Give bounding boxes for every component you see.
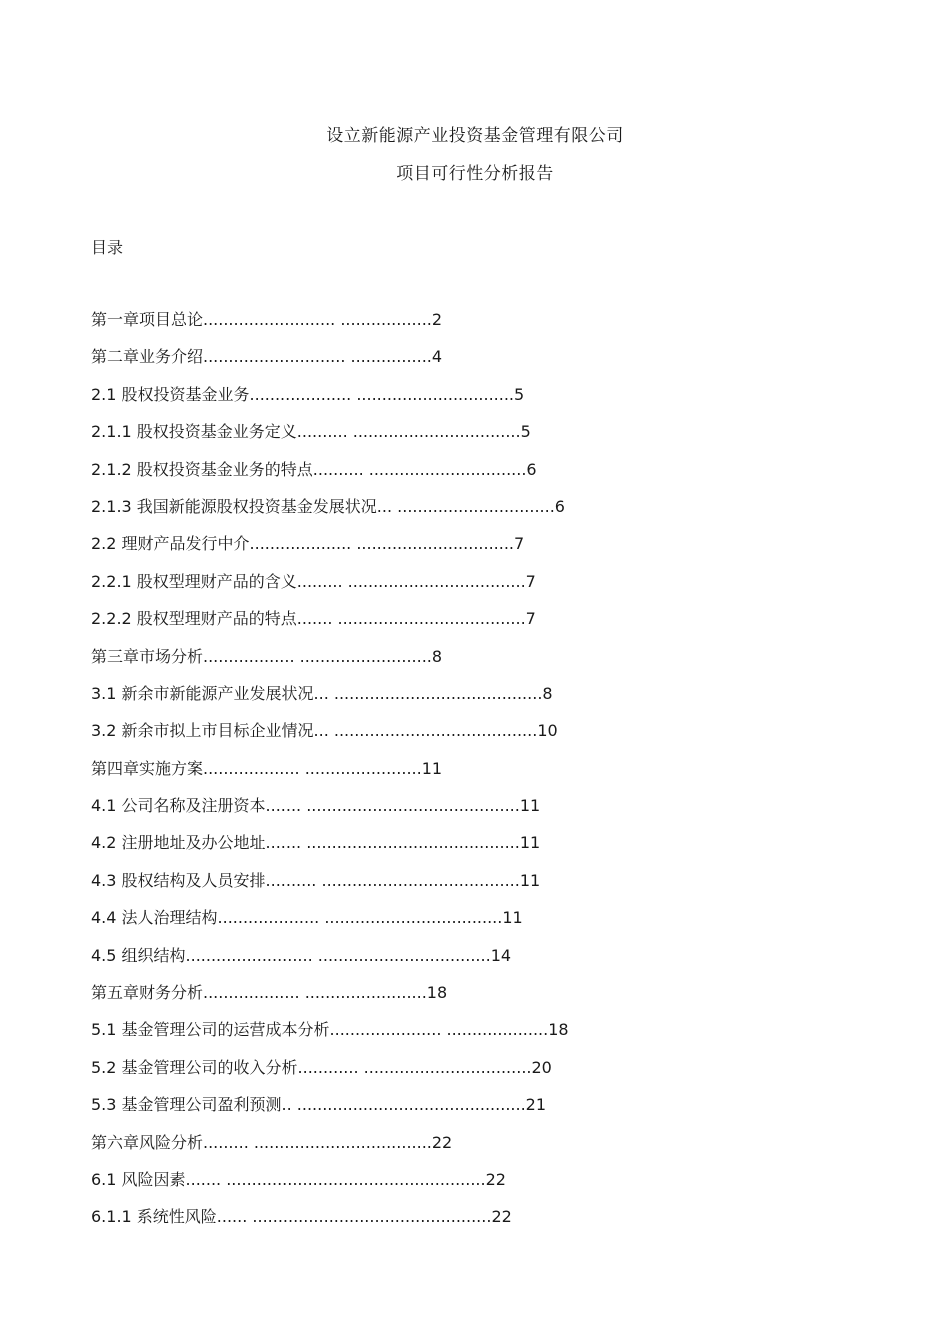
toc-entry[interactable]: 2.1.3 我国新能源股权投资基金发展状况... ...............................6 xyxy=(91,496,565,516)
toc-entry[interactable]: 第一章项目总论.......................... ..................2 xyxy=(91,310,443,329)
toc-entry[interactable]: 第五章财务分析................... ........................18 xyxy=(91,983,448,1003)
toc-entry[interactable]: 4.5 组织结构......................... ..................................14 xyxy=(91,945,512,965)
toc-entry[interactable]: 2.1 股权投资基金业务.................... ...............................5 xyxy=(91,384,525,404)
toc-entry[interactable]: 4.4 法人治理结构.................... ...................................11 xyxy=(91,908,523,928)
toc-entry[interactable]: 6.1.1 系统性风险...... ...............................................22 xyxy=(91,1207,512,1227)
toc-entry[interactable]: 2.1.2 股权投资基金业务的特点.......... ...............................6 xyxy=(91,459,537,479)
document-title: 设立新能源产业投资基金管理有限公司 xyxy=(326,126,624,146)
toc-entry[interactable]: 第三章市场分析.................. ..........................8 xyxy=(91,646,443,666)
toc-entry[interactable]: 4.2 注册地址及办公地址....... ..........................................11 xyxy=(91,833,541,853)
toc-entry[interactable]: 3.1 新余市新能源产业发展状况... .........................................8 xyxy=(91,683,553,703)
toc-entry[interactable]: 4.1 公司名称及注册资本....... ..........................................11 xyxy=(91,796,541,816)
toc-entry[interactable]: 5.3 基金管理公司盈利预测.. .............................................21 xyxy=(91,1095,547,1115)
toc-entry[interactable]: 6.1 风险因素....... ...................................................22 xyxy=(91,1169,506,1189)
toc-entry[interactable]: 第二章业务介绍............................ ................4 xyxy=(91,347,443,367)
toc-entry[interactable]: 5.1 基金管理公司的运营成本分析...................... ....................18 xyxy=(91,1020,569,1040)
toc-entry[interactable]: 3.2 新余市拟上市目标企业情况... ........................................10 xyxy=(91,721,558,741)
toc-heading: 目录 xyxy=(91,238,124,257)
toc-entry[interactable]: 5.2 基金管理公司的收入分析............ .................................20 xyxy=(91,1057,552,1077)
table-of-contents xyxy=(91,310,569,1245)
toc-entry[interactable]: 4.3 股权结构及人员安排.......... .......................................11 xyxy=(91,870,541,890)
toc-entry[interactable]: 2.1.1 股权投资基金业务定义.......... .................................5 xyxy=(91,422,531,442)
toc-entry[interactable]: 2.2 理财产品发行中介.................... ...............................7 xyxy=(91,534,525,554)
toc-entry[interactable]: 2.2.2 股权型理财产品的特点....... .....................................7 xyxy=(91,609,536,629)
toc-entry[interactable]: 第六章风险分析......... ...................................22 xyxy=(91,1132,453,1152)
document-subtitle: 项目可行性分析报告 xyxy=(396,164,554,184)
toc-entry[interactable]: 第四章实施方案................... .......................11 xyxy=(91,758,443,778)
toc-entry[interactable]: 2.2.1 股权型理财产品的含义......... ...................................7 xyxy=(91,571,536,591)
